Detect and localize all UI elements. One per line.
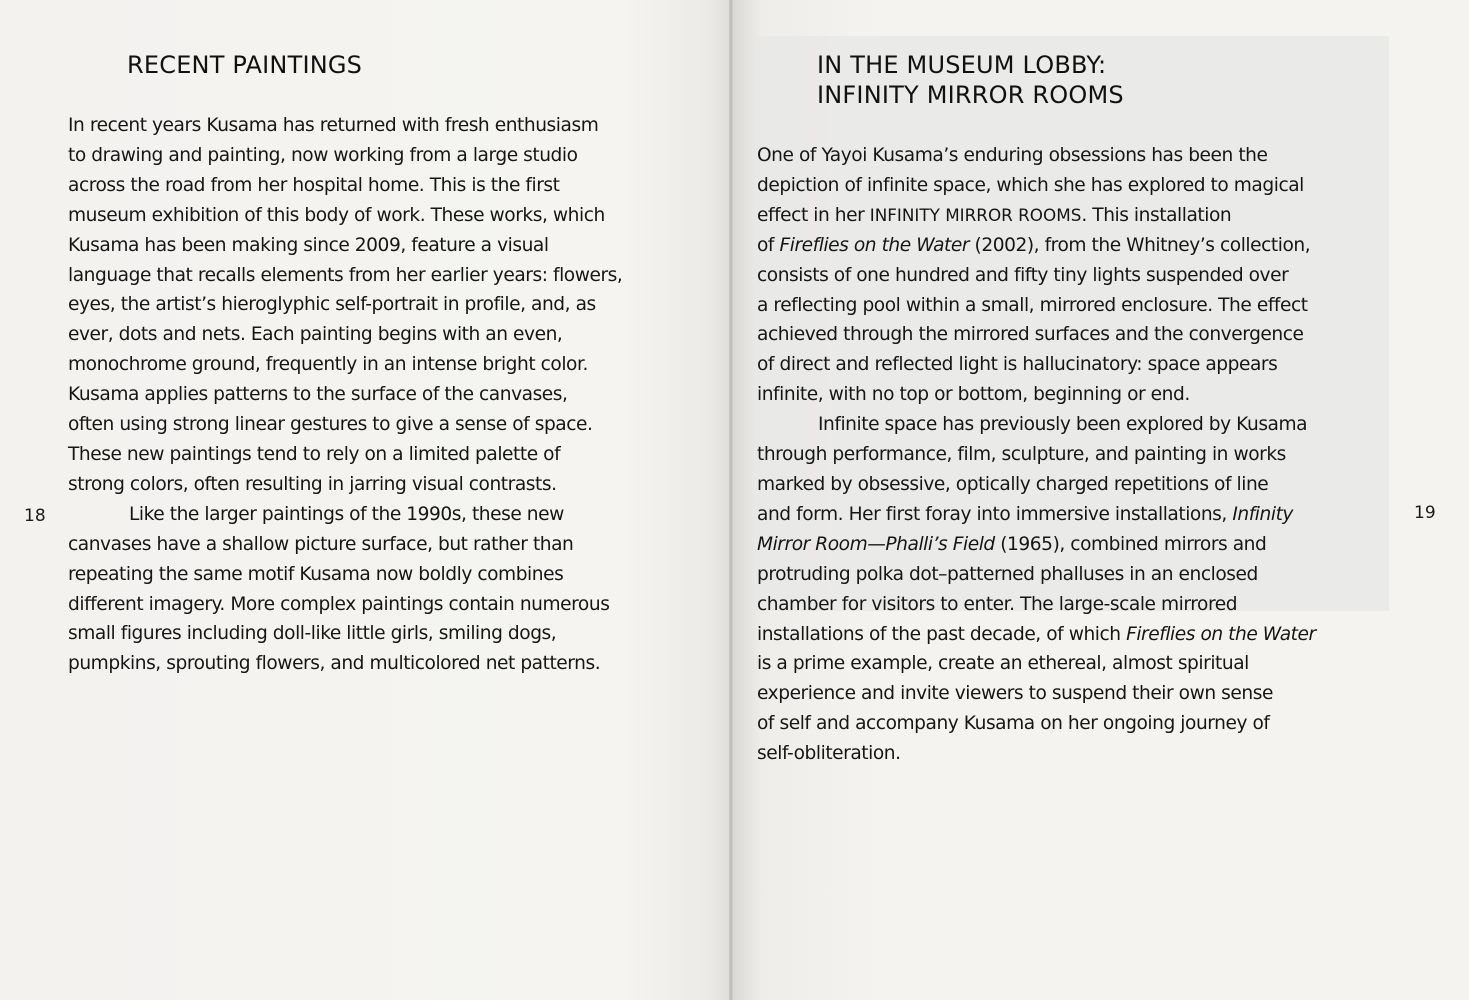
page-number-left: 18 bbox=[24, 506, 46, 526]
text-line: These new paintings tend to rely on a limited palette of bbox=[68, 443, 561, 465]
small-caps-title: INFINITY MIRROR ROOMS bbox=[869, 204, 1082, 225]
text-line: experience and invite viewers to suspend their own sense bbox=[757, 683, 1273, 705]
book-gutter bbox=[729, 0, 733, 1000]
right-paragraph-1 bbox=[757, 141, 1316, 410]
text-line: to drawing and painting, now working from a large studio bbox=[68, 144, 578, 166]
text-line: monochrome ground, frequently in an intense bright color. bbox=[68, 354, 588, 376]
text-line: depiction of infinite space, which she has explored to magical bbox=[757, 174, 1304, 196]
text-line: consists of one hundred and fifty tiny lights suspended over bbox=[757, 264, 1289, 286]
text-run: of bbox=[757, 234, 780, 256]
left-page-heading: RECENT PAINTINGS bbox=[127, 51, 363, 79]
text-run: and form. Her first foray into immersive installations, bbox=[757, 503, 1233, 525]
text-line: across the road from her hospital home. This is the first bbox=[68, 174, 560, 196]
text-line bbox=[757, 620, 1316, 650]
text-line: In recent years Kusama has returned with fresh enthusiasm bbox=[68, 115, 599, 136]
text-run: (1965), combined mirrors and bbox=[994, 533, 1267, 555]
text-line: canvases have a shallow picture surface, but rather than bbox=[68, 533, 574, 555]
text-line: small figures including doll-like little girls, smiling dogs, bbox=[68, 623, 557, 645]
artwork-title: Fireflies on the Water bbox=[1126, 623, 1316, 645]
text-line: Kusama applies patterns to the surface of the canvases, bbox=[68, 384, 568, 406]
text-line: often using strong linear gestures to give a sense of space. bbox=[68, 414, 593, 436]
right-page-body bbox=[757, 141, 1316, 769]
right-heading-line-1: IN THE MUSEUM LOBBY: bbox=[817, 51, 1107, 79]
text-line: Infinite space has previously been explored by Kusama bbox=[818, 414, 1308, 436]
text-line: infinite, with no top or bottom, beginning or end. bbox=[757, 384, 1190, 406]
text-run: (2002), from the Whitney’s collection, bbox=[969, 234, 1311, 256]
text-line: strong colors, often resulting in jarring visual contrasts. bbox=[68, 473, 557, 495]
text-line: through performance, film, sculpture, and painting in works bbox=[757, 444, 1286, 466]
text-line bbox=[757, 530, 1316, 560]
text-run: . This installation bbox=[1081, 204, 1232, 226]
text-line: a reflecting pool within a small, mirrored enclosure. The effect bbox=[757, 294, 1308, 316]
text-line bbox=[757, 201, 1316, 231]
text-run: installations of the past decade, of which bbox=[757, 623, 1127, 645]
text-line: achieved through the mirrored surfaces and the convergence bbox=[757, 324, 1304, 346]
text-line: different imagery. More complex paintings contain numerous bbox=[68, 593, 610, 615]
left-paragraph-1 bbox=[68, 111, 622, 500]
left-paragraph-2 bbox=[68, 500, 622, 679]
right-heading-line-2: INFINITY MIRROR ROOMS bbox=[817, 81, 1124, 109]
text-line bbox=[757, 231, 1316, 261]
text-line: is a prime example, create an ethereal, almost spiritual bbox=[757, 653, 1249, 675]
left-page bbox=[0, 0, 732, 1000]
text-line: One of Yayoi Kusama’s enduring obsessions has been the bbox=[757, 145, 1268, 166]
artwork-title: Infinity bbox=[1232, 503, 1293, 525]
text-line: ever, dots and nets. Each painting begins with an even, bbox=[68, 324, 563, 346]
text-line: Kusama has been making since 2009, feature a visual bbox=[68, 234, 549, 256]
page-number-right: 19 bbox=[1414, 503, 1436, 523]
text-line: chamber for visitors to enter. The large-scale mirrored bbox=[757, 593, 1238, 615]
text-line: self-obliteration. bbox=[757, 743, 901, 765]
text-line bbox=[757, 500, 1316, 530]
right-page-heading bbox=[817, 50, 1124, 110]
text-line: marked by obsessive, optically charged repetitions of line bbox=[757, 473, 1269, 495]
artwork-title: Fireflies on the Water bbox=[779, 234, 970, 256]
text-line: Like the larger paintings of the 1990s, these new bbox=[129, 503, 564, 525]
text-line: of direct and reflected light is hallucinatory: space appears bbox=[757, 354, 1278, 376]
left-page-body bbox=[68, 111, 622, 679]
right-paragraph-2 bbox=[757, 410, 1316, 769]
text-line: pumpkins, sprouting flowers, and multicolored net patterns. bbox=[68, 653, 601, 675]
text-line: of self and accompany Kusama on her ongoing journey of bbox=[757, 713, 1270, 735]
text-line: repeating the same motif Kusama now boldly combines bbox=[68, 563, 564, 585]
text-line: museum exhibition of this body of work. These works, which bbox=[68, 204, 605, 226]
text-line: eyes, the artist’s hieroglyphic self-portrait in profile, and, as bbox=[68, 294, 596, 316]
artwork-title: Mirror Room—Phalli’s Field bbox=[757, 533, 995, 555]
text-run: effect in her bbox=[757, 204, 870, 226]
text-line: language that recalls elements from her earlier years: flowers, bbox=[68, 264, 623, 286]
text-line: protruding polka dot–patterned phalluses in an enclosed bbox=[757, 563, 1258, 585]
